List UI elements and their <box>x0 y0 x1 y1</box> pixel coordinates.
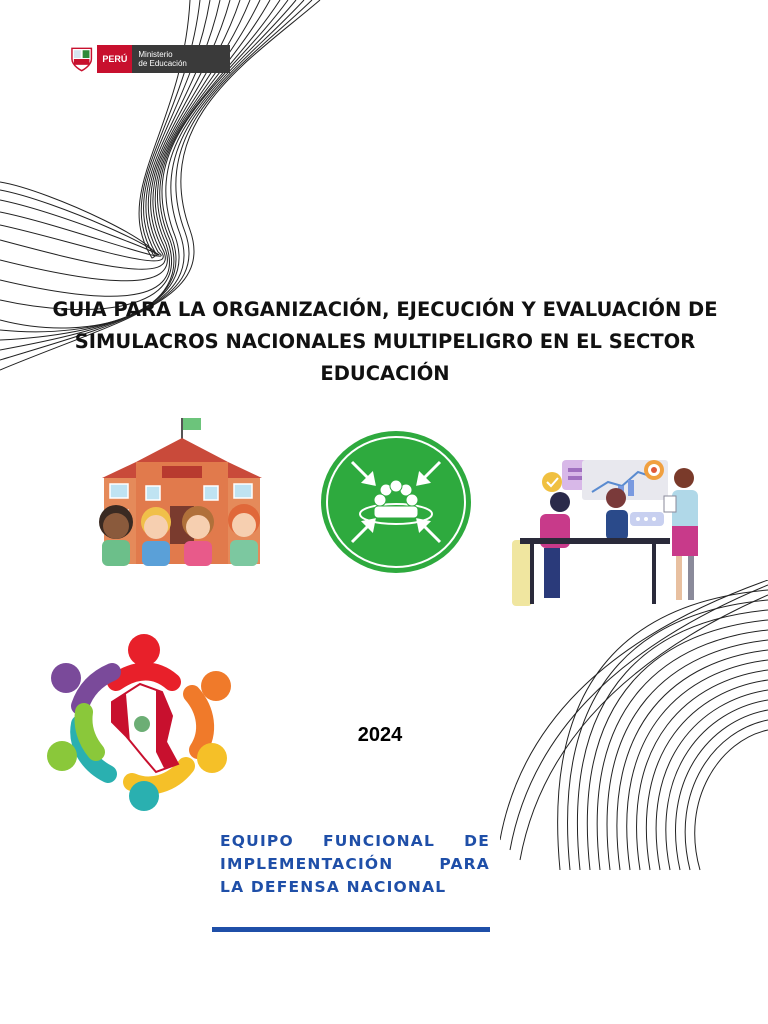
publication-year: 2024 <box>357 724 403 746</box>
ministry-logo <box>70 44 230 74</box>
ministry-label <box>132 45 230 73</box>
title-line-2: SIMULACROS NACIONALES MULTIPELIGRO EN EL SECTOR <box>74 330 696 353</box>
team-line-3: LA DEFENSA NACIONAL <box>220 878 447 896</box>
ministry-line1: Ministerio <box>138 50 173 59</box>
coat-of-arms-icon <box>70 45 93 73</box>
school-illustration <box>96 414 266 570</box>
team-underline <box>212 927 490 932</box>
title-line-3: EDUCACIÓN <box>320 362 450 385</box>
assembly-point-icon <box>320 430 472 574</box>
team-name <box>220 830 490 899</box>
community-circle-logo <box>46 632 238 812</box>
meeting-illustration <box>512 456 712 608</box>
document-title <box>40 294 730 390</box>
title-line-1: GUIA PARA LA ORGANIZACIÓN, EJECUCIÓN Y EVALUACIÓN DE <box>52 298 718 321</box>
ministry-line2: de Educación <box>138 59 187 68</box>
team-line-2: IMPLEMENTACIÓN PARA <box>220 855 490 873</box>
decorative-wave-bottom <box>500 580 768 880</box>
team-line-1: EQUIPO FUNCIONAL DE <box>220 832 490 850</box>
peru-label: PERÚ <box>97 45 132 73</box>
